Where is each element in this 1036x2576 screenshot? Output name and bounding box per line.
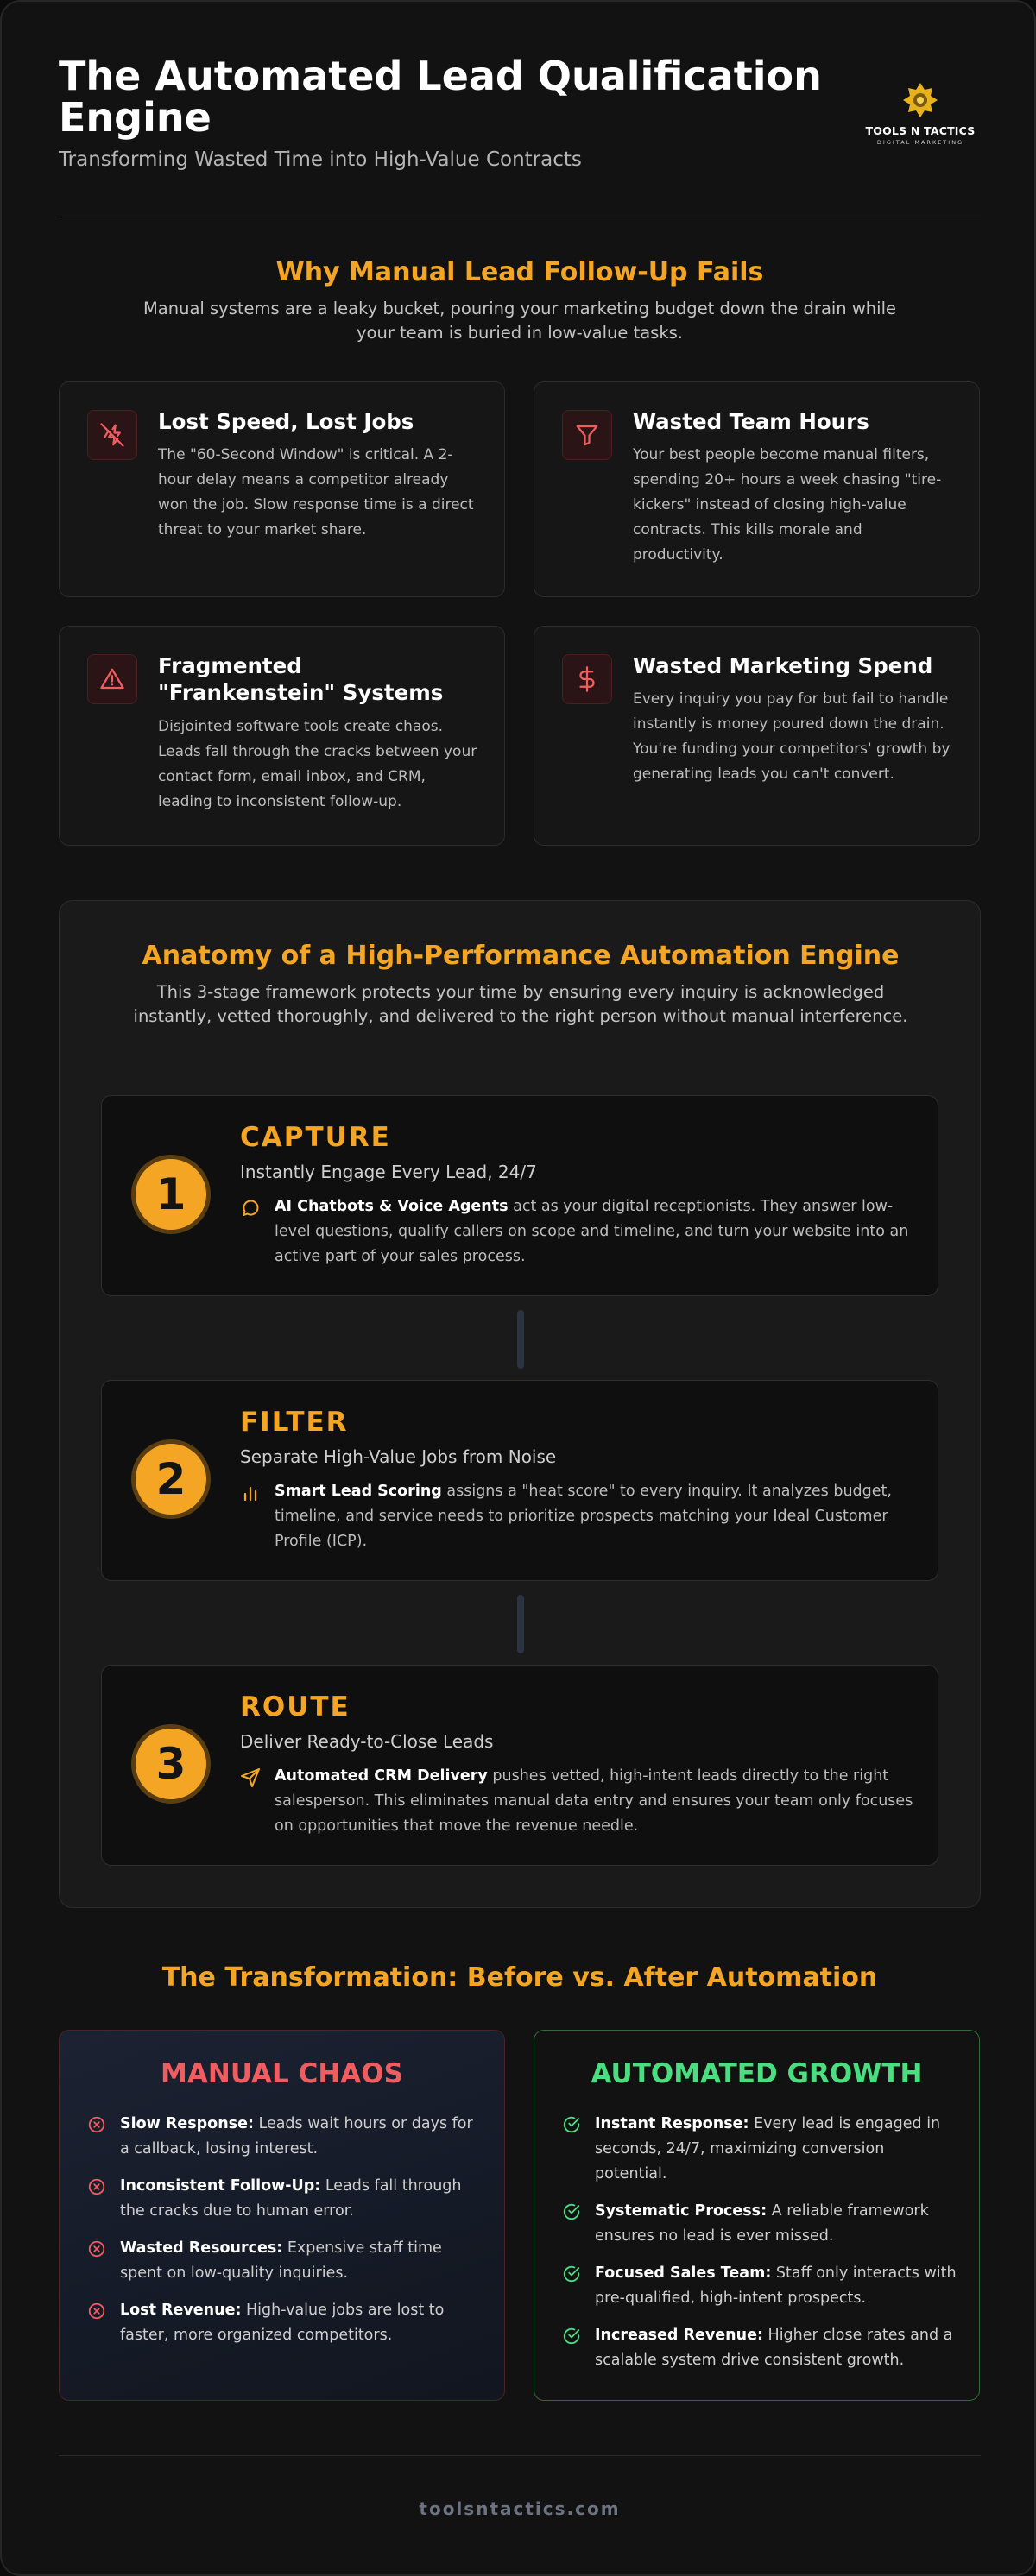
after-title: AUTOMATED GROWTH xyxy=(591,2058,923,2089)
warning-icon xyxy=(87,654,137,704)
logo-tagline: DIGITAL MARKETING xyxy=(876,139,964,146)
stage-tagline: Instantly Engage Every Lead, 24/7 xyxy=(240,1162,537,1182)
list-item: Instant Response: Every lead is engaged in seconds, 24/7, maximizing conversion potential. xyxy=(562,2112,959,2187)
transformation-title: The Transformation: Before vs. After Automation xyxy=(161,1962,878,1993)
list-item: Slow Response: Leads wait hours or days for a callback, losing interest. xyxy=(87,2112,484,2162)
card-text: Your best people become manual filters, spending 20+ hours a week chasing "tire-kickers" instead of closing high-value contracts. This kills morale and productivity. xyxy=(633,446,942,564)
dollar-icon xyxy=(562,654,612,704)
problem-card xyxy=(534,381,980,597)
before-title: MANUAL CHAOS xyxy=(161,2058,403,2089)
engine-panel xyxy=(59,900,981,1908)
card-text: Every inquiry you pay for but fail to handle instantly is money poured down the drain. You're funding your competitors' growth by generating leads you can't convert. xyxy=(633,690,951,783)
card-title: Wasted Marketing Spend xyxy=(633,653,933,678)
gear-icon xyxy=(901,81,939,119)
check-circle-icon xyxy=(562,2264,581,2283)
footer-url[interactable]: toolsntactics.com xyxy=(419,2498,621,2519)
list-item: Systematic Process: A reliable framework ensures no lead is ever missed. xyxy=(562,2199,959,2249)
before-panel xyxy=(59,2030,505,2401)
stage-filter xyxy=(101,1380,938,1581)
card-text: The "60-Second Window" is critical. A 2-hour delay means a competitor already won the job. Slow response time is a direct threat to your market share. xyxy=(158,446,474,539)
list-item: Increased Revenue: Higher close rates and a scalable system drive consistent growth. xyxy=(562,2323,959,2373)
stage-connector xyxy=(517,1310,524,1369)
check-circle-icon xyxy=(562,2202,581,2221)
check-circle-icon xyxy=(562,2327,581,2346)
send-icon xyxy=(240,1767,261,1788)
stage-number: 1 xyxy=(131,1155,211,1234)
stage-route xyxy=(101,1665,938,1866)
stage-capture xyxy=(101,1095,938,1296)
stage-description: Automated CRM Delivery pushes vetted, high-intent leads directly to the right salesperson. This eliminates manual data entry and ensures your team only focuses on opportunities that move the revenue needle. xyxy=(275,1767,913,1835)
chat-bubble-icon xyxy=(240,1198,261,1219)
engine-subtitle: This 3-stage framework protects your time by ensuring every inquiry is acknowledged instantly, vetted thoroughly, and delivered to the right person without manual interference. xyxy=(133,982,908,1026)
x-circle-icon xyxy=(87,2239,106,2258)
list-item: Wasted Resources: Expensive staff time spent on low-quality inquiries. xyxy=(87,2236,484,2286)
x-circle-icon xyxy=(87,2302,106,2321)
list-item: Inconsistent Follow-Up: Leads fall through the cracks due to human error. xyxy=(87,2174,484,2224)
check-circle-icon xyxy=(562,2115,581,2134)
stage-name: CAPTURE xyxy=(240,1122,391,1153)
stage-number: 2 xyxy=(131,1439,211,1519)
card-title: Lost Speed, Lost Jobs xyxy=(158,409,414,434)
card-text: Disjointed software tools create chaos. Leads fall through the cracks between your contact form, email inbox, and CRM, leading to inconsistent follow-up. xyxy=(158,718,477,810)
stage-number: 3 xyxy=(131,1724,211,1804)
bar-chart-icon xyxy=(240,1483,261,1503)
problem-card xyxy=(59,381,505,597)
stage-tagline: Deliver Ready-to-Close Leads xyxy=(240,1731,494,1752)
header xyxy=(59,55,981,219)
list-item: Lost Revenue: High-value jobs are lost to faster, more organized competitors. xyxy=(87,2298,484,2348)
logo-name: TOOLS N TACTICS xyxy=(865,124,976,137)
zap-off-icon xyxy=(87,410,137,460)
stage-description: Smart Lead Scoring assigns a "heat score" to every inquiry. It analyzes budget, timeline, and service needs to prioritize prospects matching your Ideal Customer Profile (ICP). xyxy=(275,1483,892,1550)
x-circle-icon xyxy=(87,2115,106,2134)
stage-description: AI Chatbots & Voice Agents act as your digital receptionists. They answer low-level questions, qualify callers on scope and timeline, and turn your website into an active part of your sales process. xyxy=(275,1198,909,1265)
card-title: Wasted Team Hours xyxy=(633,409,869,434)
filter-icon xyxy=(562,410,612,460)
brand-logo xyxy=(860,81,981,146)
page-title: The Automated Lead Qualification Engine xyxy=(59,53,822,141)
list-item: Focused Sales Team: Staff only interacts with pre-qualified, high-intent prospects. xyxy=(562,2261,959,2311)
engine-title: Anatomy of a High-Performance Automation Engine xyxy=(142,941,900,971)
after-panel xyxy=(534,2030,980,2401)
stage-name: ROUTE xyxy=(240,1691,351,1723)
divider xyxy=(59,2455,981,2456)
stage-name: FILTER xyxy=(240,1407,349,1438)
problem-card xyxy=(534,626,980,846)
stage-connector xyxy=(517,1595,524,1653)
page-subtitle: Transforming Wasted Time into High-Value Contracts xyxy=(59,148,582,171)
problems-subtitle: Manual systems are a leaky bucket, pouring your marketing budget down the drain while your team is buried in low-value tasks. xyxy=(142,299,897,343)
card-title: Fragmented "Frankenstein" Systems xyxy=(158,653,444,705)
x-circle-icon xyxy=(87,2177,106,2196)
stage-tagline: Separate High-Value Jobs from Noise xyxy=(240,1446,557,1467)
problems-title: Why Manual Lead Follow-Up Fails xyxy=(275,257,764,287)
problem-card xyxy=(59,626,505,846)
